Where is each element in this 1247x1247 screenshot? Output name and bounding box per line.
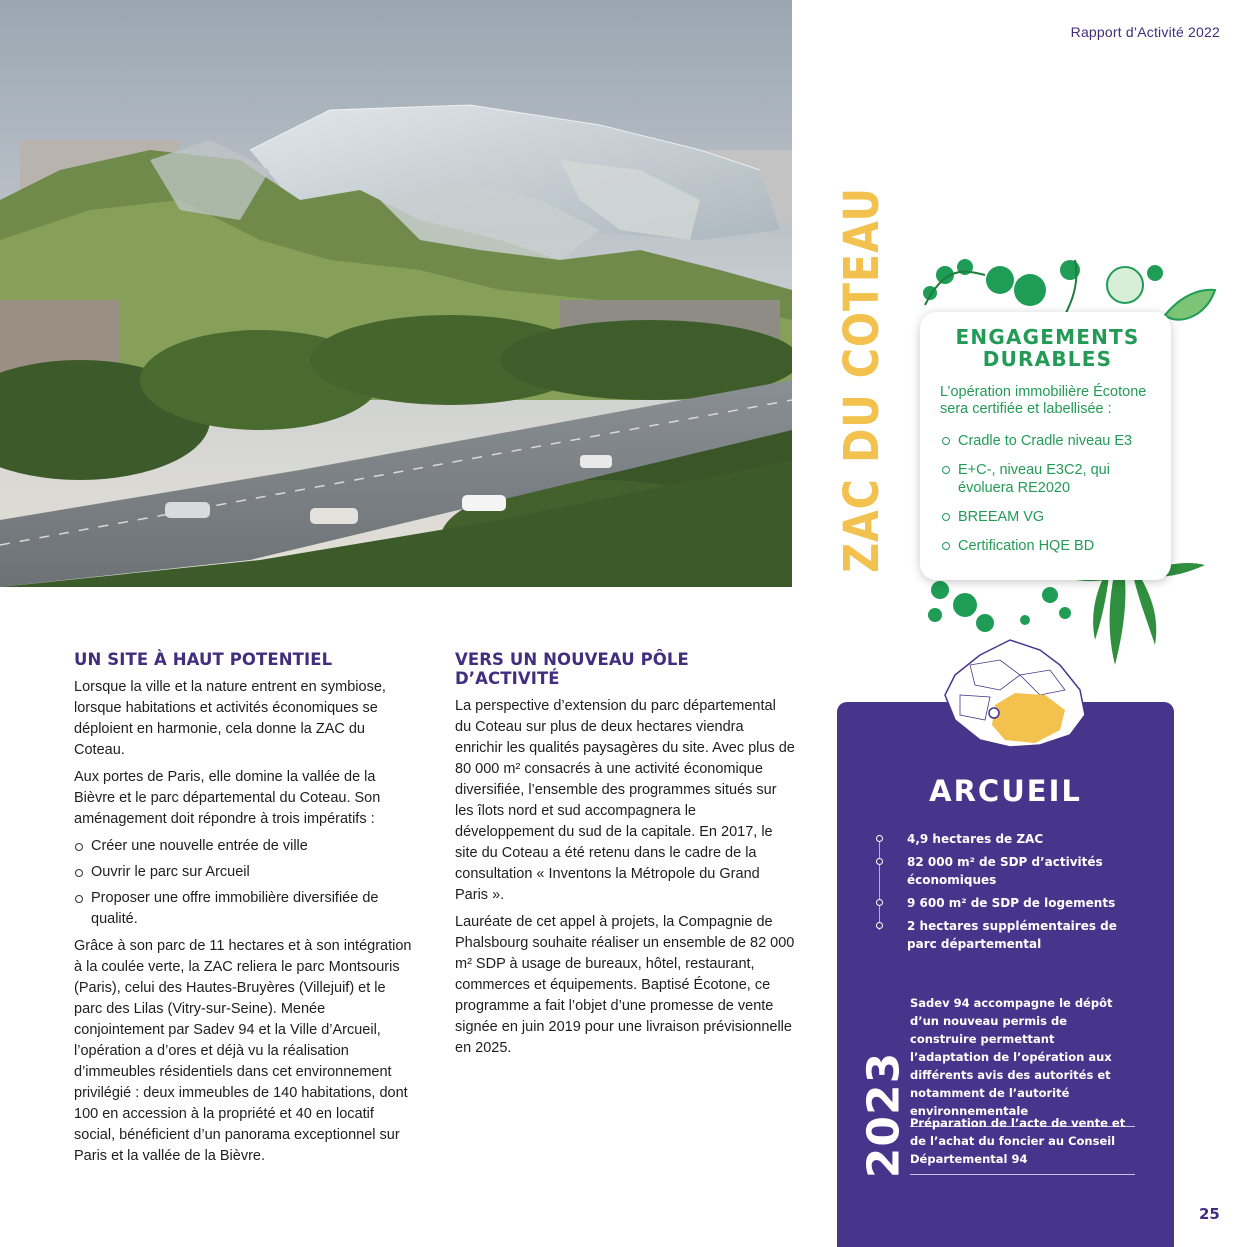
year-item: Sadev 94 accompagne le dépôt d’un nouveau permis de construire permettant l’adaptation de l’opération aux différents avis des autorités et notamment de l’autorité environnementale — [910, 994, 1135, 1127]
engagements-intro: L’opération immobilière Écotone sera certifiée et labellisée : — [940, 384, 1147, 417]
column1-paragraph: Lorsque la ville et la nature entrent en symbiose, lorsque habitations et activités économiques se déploient en harmonie, cela donne la ZAC du Coteau. — [74, 679, 386, 758]
engagement-item: E+C-, niveau E3C2, qui évoluera RE2020 — [940, 461, 1155, 497]
city-title: ARCUEIL — [929, 774, 1082, 808]
engagements-title-line1: ENGAGEMENTS — [955, 325, 1140, 349]
column1-heading: UN SITE À HAUT POTENTIEL — [74, 650, 333, 669]
engagements-title-line2: DURABLES — [982, 347, 1113, 371]
stat-item: 2 hectares supplémentaires de parc départemental — [870, 917, 1120, 953]
stat-item: 9 600 m² de SDP de logements — [870, 894, 1120, 912]
engagement-item: BREEAM VG — [940, 508, 1155, 526]
column-pole-activite — [455, 650, 795, 1065]
side-title-text: ZAC DU COTEAU — [834, 187, 890, 573]
bullet-item: Créer une nouvelle entrée de ville — [74, 836, 414, 857]
engagement-item: Certification HQE BD — [940, 537, 1155, 555]
column2-paragraph: Lauréate de cet appel à projets, la Compagnie de Phalsbourg souhaite réaliser un ensemble de 82 000 m² SDP à usage de bureaux, hôtel, restaurant, commerces et équipements. Baptisé Écotone, ce programme a fait l’objet d’une promesse de vente signée en juin 2019 pour une livraison prévisionnelle en 2025. — [455, 914, 795, 1056]
column1-bullets — [74, 836, 414, 930]
year-label: 2023 — [858, 1051, 910, 1179]
year-item: Préparation de l’acte de vente et de l’achat du foncier au Conseil Départemental 94 — [910, 1114, 1135, 1175]
stat-item: 82 000 m² de SDP d’activités économiques — [870, 853, 1120, 889]
bullet-item: Proposer une offre immobilière diversifiée de qualité. — [74, 888, 414, 930]
bullet-item: Ouvrir le parc sur Arcueil — [74, 862, 414, 883]
column-site-potentiel — [74, 650, 414, 1173]
report-title: Rapport d’Activité 2022 — [1070, 24, 1220, 40]
engagements-title — [940, 326, 1155, 370]
column1-paragraph: Aux portes de Paris, elle domine la vallée de la Bièvre et le parc départemental du Coteau. Son aménagement doit répondre à trois impératifs : — [74, 769, 381, 827]
side-title — [834, 156, 890, 605]
column1-paragraph: Grâce à son parc de 11 hectares et à son intégration à la coulée verte, la ZAC reliera le parc Montsouris (Paris), celui des Hautes-Bruyères (Villejuif) et le parc des Lilas (Vitry-sur-Seine). Menée conjointement par Sadev 94 et la Ville d’Arcueil, l’opération a d’ores et déjà vu la réalisation d’immeubles résidentiels dans cet environnement privilégié : deux immeubles de 140 habitations, dont 100 en accession à la propriété et 40 en locatif social, bénéficient d’un panorama exceptionnel sur Paris et la vallée de la Bièvre. — [74, 938, 412, 1164]
column2-heading: VERS UN NOUVEAU PÔLE D’ACTIVITÉ — [455, 650, 689, 688]
engagements-card — [920, 312, 1171, 580]
stats-list — [870, 830, 1120, 958]
engagements-list — [940, 432, 1155, 555]
column2-paragraph: La perspective d’extension du parc départemental du Coteau sur plus de deux hectares viendra enrichir les qualités paysagères du site. Avec plus de 80 000 m² consacrés à une activité économique diversifiée, l’ensemble des programmes situés sur les îlots nord et sud accompagnera le développement du sud de la capitale. En 2017, le site du Coteau a été retenu dans le cadre de la consultation « Inventons la Métropole du Grand Paris ». — [455, 698, 795, 903]
hero-image — [0, 0, 792, 587]
engagement-item: Cradle to Cradle niveau E3 — [940, 432, 1155, 450]
stat-item: 4,9 hectares de ZAC — [870, 830, 1120, 848]
map-illustration — [940, 635, 1090, 753]
page-number: 25 — [1199, 1205, 1220, 1223]
